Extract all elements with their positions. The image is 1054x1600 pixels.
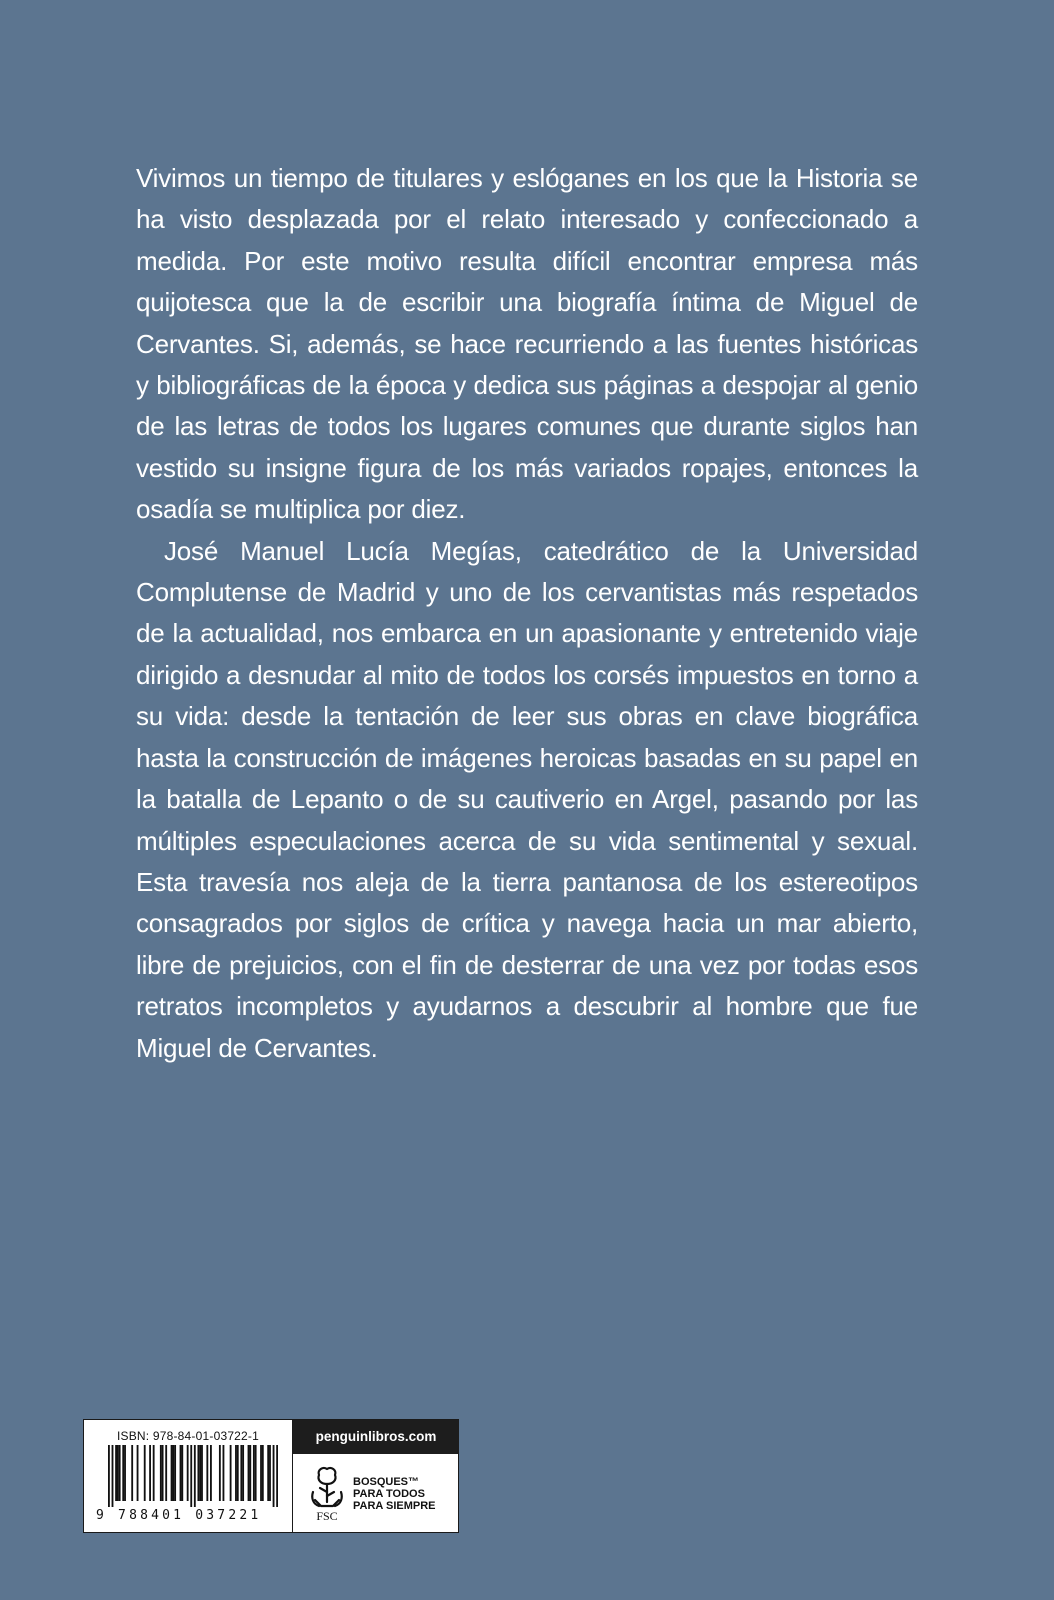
barcode-bar — [153, 1445, 155, 1501]
fsc-tree-icon — [307, 1462, 347, 1524]
barcode-bar — [162, 1445, 164, 1501]
publisher-panel — [292, 1420, 459, 1532]
barcode-bar — [237, 1445, 239, 1501]
barcode-bar — [267, 1445, 269, 1501]
barcode-bar — [160, 1445, 162, 1501]
barcode-bars — [108, 1445, 278, 1507]
barcode-bar — [122, 1445, 124, 1501]
barcode-bar — [165, 1445, 167, 1501]
barcode-bar — [262, 1445, 264, 1501]
barcode-bar — [223, 1445, 225, 1501]
barcode-bar — [115, 1445, 117, 1501]
barcode-bar — [273, 1445, 275, 1507]
barcode-bar — [172, 1445, 174, 1501]
barcode-bar — [181, 1445, 183, 1501]
barcode-bar — [206, 1445, 208, 1501]
isbn-number: ISBN: 978-84-01-03722-1 — [116, 1429, 260, 1443]
barcode-bar — [149, 1445, 151, 1501]
barcode-bar — [180, 1445, 182, 1501]
fsc-line-3: PARA SIEMPRE — [353, 1500, 436, 1512]
barcode-bar — [131, 1445, 133, 1501]
publisher-url: penguinlibros.com — [293, 1420, 459, 1454]
blurb-text — [136, 158, 918, 1069]
barcode-bar — [219, 1445, 221, 1501]
barcode-bar — [112, 1445, 114, 1507]
barcode-bar — [260, 1445, 262, 1501]
barcode-bar — [210, 1445, 212, 1501]
barcode-bar — [197, 1445, 199, 1501]
barcode-bar — [242, 1445, 244, 1501]
barcode-digits: 9 788401 037221 — [96, 1508, 262, 1523]
fsc-line-1: BOSQUES™ — [353, 1476, 420, 1488]
barcode-bar — [187, 1445, 189, 1501]
barcode-label — [83, 1419, 459, 1533]
barcode-bar — [137, 1445, 139, 1501]
barcode-bar — [240, 1445, 242, 1501]
blurb-paragraph-1: Vivimos un tiempo de titulares y eslóganes en los que la Historia se ha visto desplazada por el relato interesado y confeccionado a medida. Por este motivo resulta difícil encontrar empresa más quijotesca que la de escribir una biografía íntima de Miguel de Cervantes. Si, además, se hace recurriendo a las fuentes históricas y bibliográficas de la época y dedica sus páginas a despojar al genio de las letras de todos los lugares comunes que durante siglos han vestido su insigne figura de los más variados ropajes, entonces la osadía se multiplica por diez. — [136, 163, 918, 525]
blurb-paragraph-2: José Manuel Lucía Megías, catedrático de la Universidad Complutense de Madrid y uno de los cervantistas más respetados de la actualidad, nos embarca en un apasionante y entretenido viaje dirigido a desnudar al mito de todos los corsés impuestos en torno a su vida: desde la tentación de leer sus obras en clave biográfica hasta la construcción de imágenes heroicas basadas en su papel en la batalla de Lepanto o de su cautiverio en Argel, pasando por las múltiples especulaciones acerca de su vida sentimental y sexual. Esta travesía nos aleja de la tierra pantanosa de los estereotipos consagrados por siglos de crítica y navega hacia un mar abierto, libre de prejuicios, con el fin de desterrar de una vez por todas esos retratos incompletos y ayudarnos a descubrir al hombre que fue Miguel de Cervantes. — [136, 535, 918, 1063]
barcode-bar — [249, 1445, 251, 1501]
barcode-bar — [253, 1445, 255, 1501]
barcode-bar — [248, 1445, 250, 1501]
barcode-bar — [117, 1445, 119, 1501]
barcode-bar — [144, 1445, 146, 1501]
barcode-bar — [276, 1445, 278, 1507]
barcode-bar — [194, 1445, 196, 1507]
barcode-bar — [199, 1445, 201, 1501]
barcode-bar — [171, 1445, 173, 1501]
barcode-bar — [255, 1445, 257, 1501]
barcode-bar — [201, 1445, 203, 1501]
barcode-bar — [230, 1445, 232, 1501]
barcode-bar — [174, 1445, 176, 1501]
barcode-bar — [235, 1445, 237, 1501]
barcode-bar — [108, 1445, 110, 1507]
fsc-line-2: PARA TODOS — [353, 1488, 425, 1500]
barcode-bar — [190, 1445, 192, 1507]
fsc-logo-text: FSC — [316, 1509, 338, 1523]
barcode-bar — [119, 1445, 121, 1501]
barcode-bar — [269, 1445, 271, 1501]
barcode-bar — [124, 1445, 126, 1501]
barcode-section — [84, 1420, 291, 1532]
fsc-slogan — [353, 1476, 453, 1512]
